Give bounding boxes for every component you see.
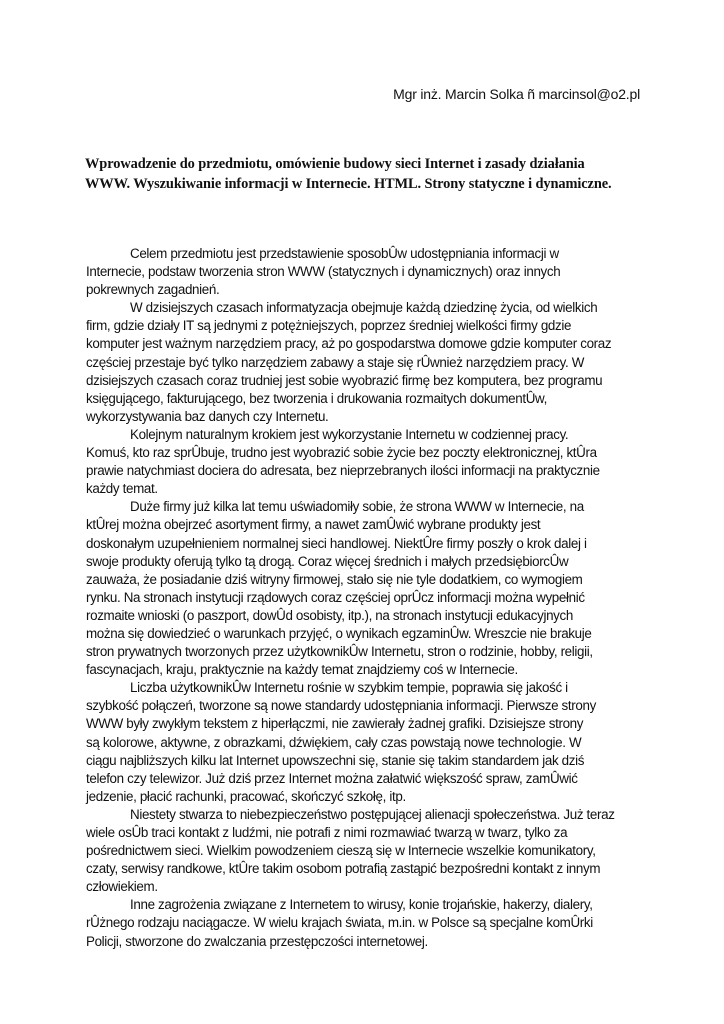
paragraph-line: Liczba użytkownikÛw Internetu rośnie w szybkim tempie, poprawia się jakość i bbox=[130, 680, 568, 696]
paragraph bbox=[86, 245, 646, 299]
paragraph bbox=[86, 679, 646, 806]
paragraph-line: pośrednictwem sieci. Wielkim powodzeniem cieszą się w Internecie wszelkie komunikatory, bbox=[86, 843, 596, 859]
paragraph-line: każdy temat. bbox=[86, 481, 158, 497]
paragraph-line: księgującego, fakturującego, bez tworzenia i drukowania rozmaitych dokumentÛw, bbox=[86, 390, 547, 406]
title-line: Wprowadzenie do przedmiotu, omówienie budowy sieci Internet i zasady działania bbox=[85, 156, 585, 172]
title-line: WWW. Wyszukiwanie informacji w Internecie. HTML. Strony statyczne i dynamiczne. bbox=[85, 175, 612, 192]
paragraph-line: Duże firmy już kilka lat temu uświadomiły sobie, że strona WWW w Internecie, na bbox=[130, 499, 584, 515]
paragraph-line: można się dowiedzieć o warunkach przyjęć, o wynikach egzaminÛw. Wreszcie nie brakuje bbox=[86, 625, 592, 641]
paragraph-line: Policji, stworzone do zwalczania przestępczości internetowej. bbox=[86, 933, 428, 949]
paragraph-line: stron prywatnych tworzonych przez użytkownikÛw Internetu, stron o rodzinie, hobby, religii, bbox=[86, 644, 593, 660]
paragraph-line: telefon czy telewizor. Już dziś przez Internet można załatwić większość spraw, zamÛwić bbox=[86, 770, 578, 786]
paragraph-line: Inne zagrożenia związane z Internetem to wirusy, konie trojańskie, hakerzy, dialery, bbox=[130, 897, 593, 913]
paragraph-line: Niestety stwarza to niebezpieczeństwo postępującej alienacji społeczeństwa. Już teraz bbox=[130, 806, 615, 822]
paragraph-line: fascynacjach, kraju, praktycznie na każdy temat znajdziemy coś w Internecie. bbox=[86, 662, 518, 678]
paragraph-line: częściej przestaje być tylko narzędziem zabawy a staje się rÛwnież narzędziem pracy. W bbox=[86, 354, 585, 370]
paragraph-line: rozmaite wnioski (o paszport, dowÛd osobisty, itp.), na stronach instytucji edukacyjnych bbox=[86, 607, 573, 623]
paragraph-line: Celem przedmiotu jest przedstawienie sposobÛw udostępniania informacji w bbox=[130, 246, 559, 261]
paragraph-line: prawie natychmiast dociera do adresata, bez nieprzebranych ilości informacji na praktycznie bbox=[86, 463, 600, 479]
paragraph-line: czaty, serwisy randkowe, ktÛre takim osobom potrafią zastąpić bezpośredni kontakt z innym bbox=[86, 861, 601, 877]
paragraph-line: szybkość połączeń, tworzone są nowe standardy udostępniania informacji. Pierwsze strony bbox=[86, 698, 596, 714]
paragraph-line: Komuś, kto raz sprÛbuje, trudno jest wyobrazić sobie życie bez poczty elektronicznej, ktÛra bbox=[86, 445, 597, 461]
paragraph-line: firm, gdzie działy IT są jednymi z potężniejszych, poprzez średniej wielkości firmy gdzie bbox=[86, 318, 572, 334]
paragraph-line: Internecie, podstaw tworzenia stron WWW (statycznych i dynamicznych) oraz innych bbox=[86, 264, 561, 280]
paragraph-line: zauważa, że posiadanie dziś witryny firmowej, stało się nie tyle dodatkiem, co wymogiem bbox=[86, 571, 583, 587]
paragraph-line: ciągu najbliższych kilku lat Internet upowszechni się, stanie się takim standardem jak dziś bbox=[86, 752, 585, 768]
paragraph bbox=[86, 299, 646, 426]
paragraph-line: rynku. Na stronach instytucji rządowych coraz częściej oprÛcz informacji można wypełnić bbox=[86, 589, 585, 605]
paragraph-line: rÛżnego rodzaju naciągacze. W wielu krajach świata, m.in. w Polsce są specjalne komÛrki bbox=[86, 915, 593, 931]
paragraph-line: dzisiejszych czasach coraz trudniej jest sobie wyobrazić firmę bez komputera, bez programu bbox=[86, 372, 603, 388]
paragraph-line: jedzenie, płacić rachunki, pracować, skończyć szkołę, itp. bbox=[86, 788, 406, 804]
paragraph-line: wiele osÛb traci kontakt z ludźmi, nie potrafi z nimi rozmawiać twarzą w twarz, tylko za bbox=[86, 825, 568, 840]
document-body bbox=[86, 245, 646, 951]
paragraph-line: komputer jest ważnym narzędziem pracy, aż po gospodarstwa domowe gdzie komputer coraz bbox=[86, 336, 612, 352]
paragraph-line: człowiekiem. bbox=[86, 879, 158, 895]
paragraph-line: doskonałym uzupełnieniem normalnej sieci handlowej. NiektÛre firmy poszły o krok dalej i bbox=[86, 535, 587, 551]
document-title bbox=[85, 155, 645, 194]
paragraph bbox=[86, 806, 646, 896]
paragraph-line: pokrewnych zagadnień. bbox=[86, 282, 220, 298]
paragraph-line: W dzisiejszych czasach informatyzacja obejmuje każdą dziedzinę życia, od wielkich bbox=[130, 300, 598, 316]
paragraph-line: wykorzystywania baz danych czy Internetu. bbox=[86, 408, 329, 424]
paragraph bbox=[86, 498, 646, 679]
paragraph bbox=[86, 426, 646, 498]
paragraph bbox=[86, 896, 646, 950]
paragraph-line: ktÛrej można obejrzeć asortyment firmy, a nawet zamÛwić wybrane produkty jest bbox=[86, 517, 541, 533]
paragraph-line: Kolejnym naturalnym krokiem jest wykorzystanie Internetu w codziennej pracy. bbox=[130, 426, 569, 442]
author-header: Mgr inż. Marcin Solka ñ marcinsol@o2.pl bbox=[393, 86, 640, 102]
paragraph-line: swoje produkty oferują tylko tą drogą. Coraz więcej średnich i małych przedsiębiorcÛw bbox=[86, 553, 569, 569]
paragraph-line: WWW były zwykłym tekstem z hiperłączmi, nie zawierały żadnej grafiki. Dzisiejsze strony bbox=[86, 716, 584, 732]
paragraph-line: są kolorowe, aktywne, z obrazkami, dźwiękiem, cały czas powstają nowe technologie. W bbox=[86, 734, 582, 750]
